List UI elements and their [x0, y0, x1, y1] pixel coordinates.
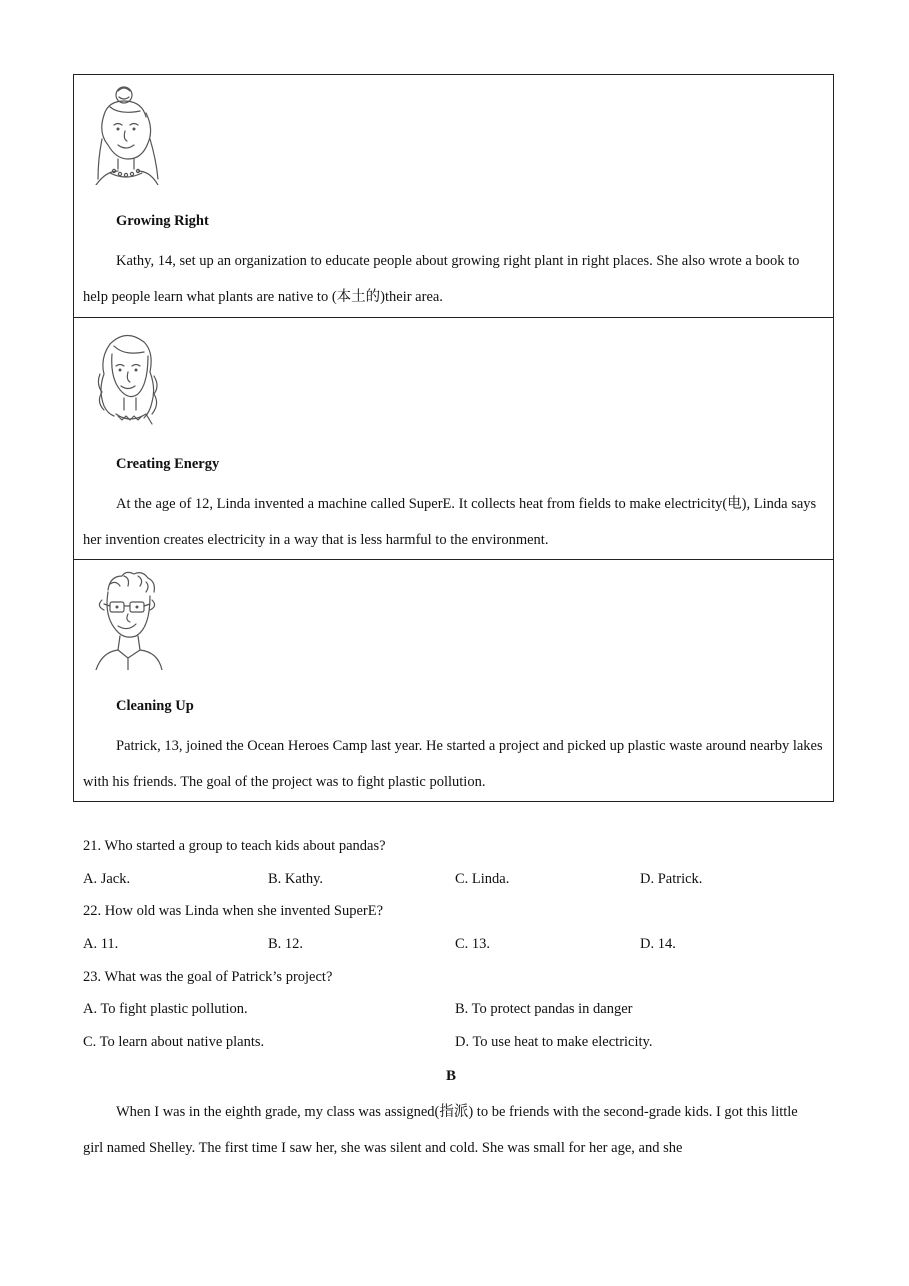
- passage-text: When I was in the eighth grade, my class was assigned(指派) to be friends with the second-grade kids. I got this little girl named Shelley. The first time I saw her, she was silent and cold. She was small for her age, and she: [83, 1104, 798, 1156]
- card-title: Creating Energy: [116, 456, 220, 472]
- profile-card-patrick: [74, 559, 833, 801]
- card-text: Kathy, 14, set up an organization to educate people about growing right plant in right places. She also wrote a book to help people learn what plants are native to (本土的)their area.: [83, 253, 800, 305]
- question-23-option-c: C. To learn about native plants.: [83, 1034, 265, 1050]
- profile-card-kathy: [74, 75, 833, 317]
- section-heading: B: [446, 1068, 457, 1084]
- girl-with-long-hair-portrait-icon: [88, 324, 168, 428]
- question-23-option-a: A. To fight plastic pollution.: [83, 1001, 248, 1017]
- girl-with-bun-portrait-icon: [88, 81, 168, 185]
- question-22-option-a: A. 11.: [83, 936, 119, 952]
- question-21-option-d: D. Patrick.: [640, 871, 703, 887]
- profiles-table: [73, 74, 834, 802]
- question-23-option-b: B. To protect pandas in danger: [455, 1001, 633, 1017]
- question-22: 22. How old was Linda when she invented SuperE?: [83, 903, 384, 919]
- question-22-option-b: B. 12.: [268, 936, 304, 952]
- question-21-option-a: A. Jack.: [83, 871, 131, 887]
- card-text: Patrick, 13, joined the Ocean Heroes Camp last year. He started a project and picked up plastic waste around nearby lakes with his friends. The goal of the project was to fight plastic pollution.: [83, 738, 823, 790]
- card-text: At the age of 12, Linda invented a machine called SuperE. It collects heat from fields to make electricity(电), Linda says her invention creates electricity in a way that is less harmful to the environment.: [83, 496, 817, 548]
- question-21-option-c: C. Linda.: [455, 871, 510, 887]
- question-22-option-d: D. 14.: [640, 936, 676, 952]
- question-21-option-b: B. Kathy.: [268, 871, 324, 887]
- question-23-option-d: D. To use heat to make electricity.: [455, 1034, 653, 1050]
- question-21: 21. Who started a group to teach kids about pandas?: [83, 838, 386, 854]
- question-23: 23. What was the goal of Patrick’s project?: [83, 969, 333, 985]
- card-title: Growing Right: [116, 213, 209, 229]
- boy-with-glasses-portrait-icon: [88, 566, 168, 670]
- card-title: Cleaning Up: [116, 698, 194, 714]
- profile-card-linda: [74, 317, 833, 559]
- question-22-option-c: C. 13.: [455, 936, 491, 952]
